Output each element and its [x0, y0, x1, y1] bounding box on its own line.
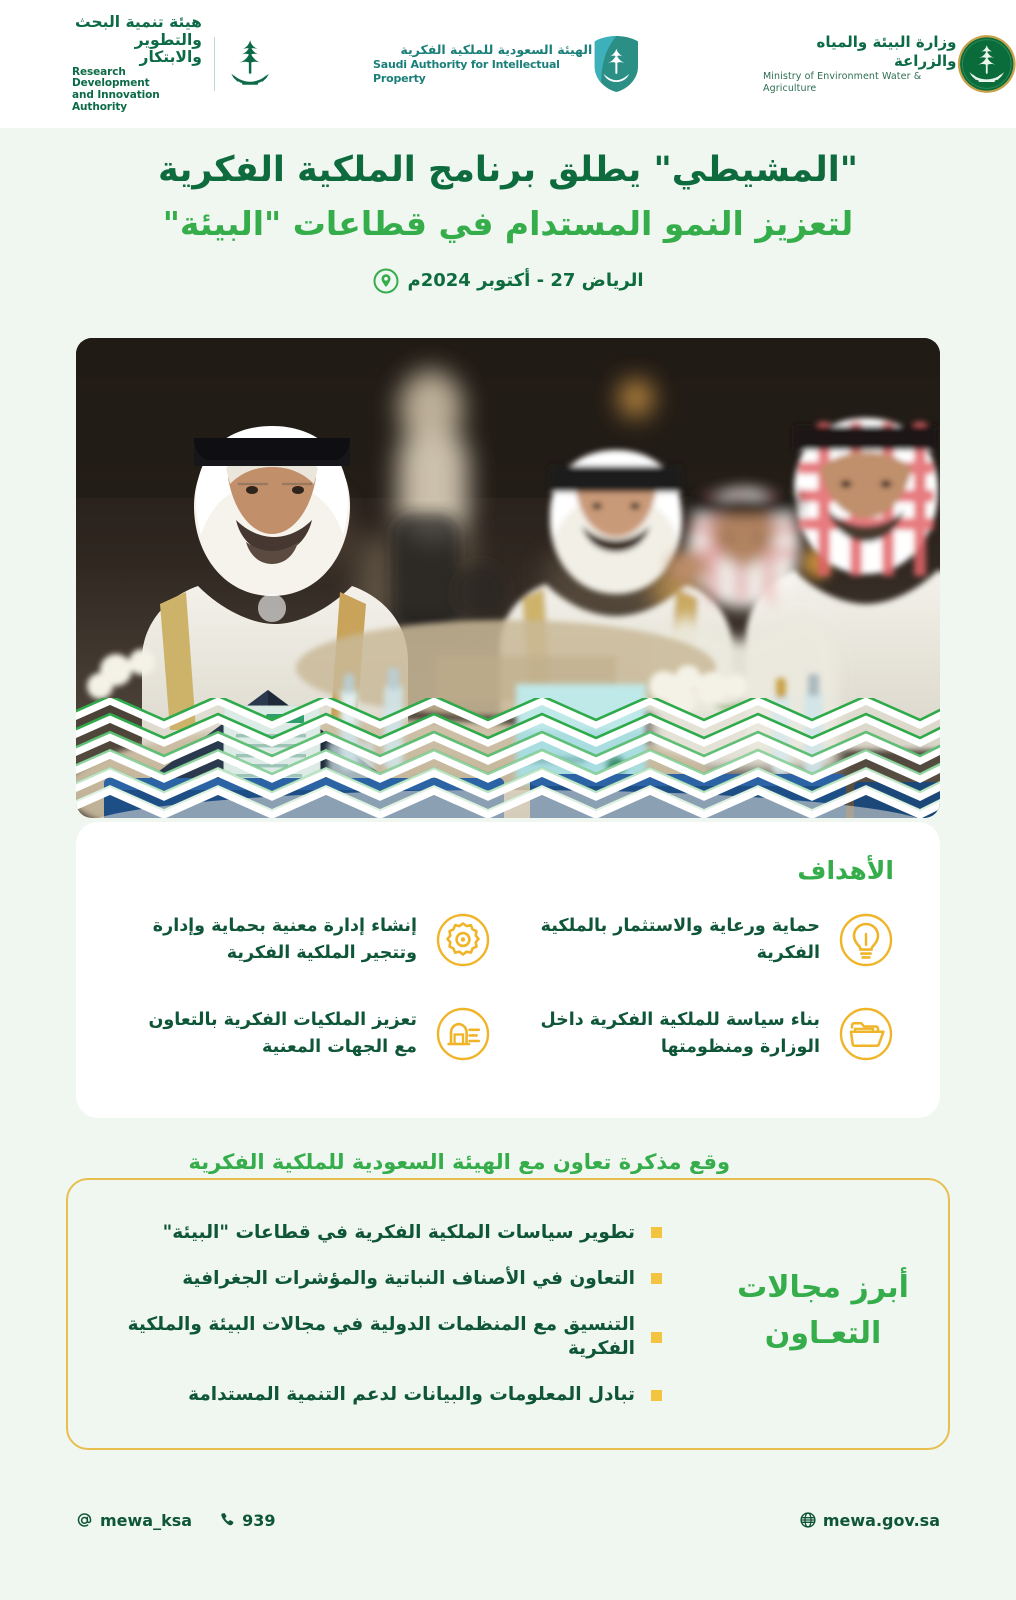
- event-meta-text: الرياض 27 - أكتوبر 2024م: [407, 270, 644, 292]
- logo-saip-english: Saudi Authority for Intellectual Property: [373, 58, 560, 85]
- location-pin-icon: [373, 268, 399, 294]
- objectives-grid: [110, 904, 906, 1070]
- chevron-wave-pattern-icon: [76, 698, 940, 818]
- mewa-seal-icon: [957, 31, 1016, 97]
- footer: [76, 1506, 940, 1534]
- logo-mewa-text: [751, 33, 957, 94]
- phone-icon: [220, 1512, 235, 1528]
- website-text: mewa.gov.sa: [822, 1510, 940, 1530]
- logo-mewa: [751, 31, 1016, 97]
- event-photo: [76, 338, 940, 818]
- headline-block: [60, 145, 956, 294]
- saip-shield-icon: [592, 31, 641, 97]
- phone-number-text: 939: [242, 1510, 276, 1530]
- objective-item-2: [110, 904, 503, 976]
- objective-item-1: [513, 904, 906, 976]
- headline-line-1: "المشيطي" يطلق برنامج الملكية الفكرية: [158, 150, 858, 190]
- bullet-square-icon: [651, 1390, 662, 1401]
- list-item: [88, 1267, 662, 1291]
- at-icon: [76, 1512, 93, 1529]
- objective-item-4: [110, 998, 503, 1070]
- social-handle-text: mewa_ksa: [100, 1510, 193, 1530]
- objectives-card: [76, 822, 940, 1118]
- logo-rdia-english-line2: and Innovation Authority: [72, 89, 160, 113]
- list-item: [88, 1313, 662, 1361]
- objective-item-3: [513, 998, 906, 1070]
- bullet-square-icon: [651, 1332, 662, 1343]
- objectives-title: الأهداف: [797, 856, 894, 885]
- logo-rdia-arabic-line1: هيئة تنمية البحث: [75, 13, 202, 32]
- handshake-stamp-icon: [435, 1006, 491, 1062]
- cooperation-label-line-2: التعـاون: [764, 1316, 882, 1351]
- cooperation-item-text-4: تبادل المعلومات والبيانات لدعم التنمية المستدامة: [188, 1384, 635, 1406]
- cooperation-label: [698, 1180, 948, 1448]
- bullet-square-icon: [651, 1227, 662, 1238]
- logo-rdia: [60, 14, 273, 113]
- logo-saip-arabic: الهيئة السعودية للملكية الفكرية: [400, 42, 593, 58]
- event-meta: [60, 268, 956, 294]
- lightbulb-icon: [838, 912, 894, 968]
- cooperation-label-line-1: أبرز مجالات: [737, 1269, 909, 1305]
- objective-text-2: إنشاء إدارة معنية بحماية وإدارة وتتجير الملكية الفكرية: [152, 915, 417, 963]
- cooperation-item-text-2: التعاون في الأصناف النباتية والمؤشرات الجغرافية: [182, 1267, 635, 1289]
- headline-line-2: لتعزيز النمو المستدام في قطاعات "البيئة": [162, 203, 854, 243]
- social-handle[interactable]: [76, 1511, 192, 1530]
- cooperation-item-text-3: التنسيق مع المنظمات الدولية في مجالات البيئة والملكية الفكرية: [127, 1313, 635, 1360]
- logo-mewa-english: Ministry of Environment Water & Agriculture: [763, 70, 922, 94]
- logo-divider: [214, 37, 215, 91]
- gear-icon: [435, 912, 491, 968]
- cooperation-box: [66, 1178, 950, 1450]
- logo-saip-text: [363, 42, 592, 85]
- website-link[interactable]: [800, 1511, 940, 1530]
- phone-number[interactable]: [220, 1511, 275, 1530]
- palm-and-swords-emblem-icon: [227, 33, 273, 95]
- logo-rdia-text: [60, 14, 202, 113]
- logo-rdia-arabic-line2: والتطوير والابتكار: [134, 30, 202, 67]
- cooperation-list: [68, 1180, 698, 1448]
- objective-text-4: تعزيز الملكيات الفكرية بالتعاون مع الجهات المعنية: [148, 1009, 417, 1057]
- logo-mewa-arabic: وزارة البيئة والمياه والزراعة: [816, 33, 957, 71]
- cooperation-section-title: وقع مذكرة تعاون مع الهيئة السعودية للملكية الفكرية: [175, 1150, 745, 1174]
- folder-icon: [838, 1006, 894, 1062]
- list-item: [88, 1221, 662, 1245]
- logo-rdia-english-line1: Research Development: [72, 65, 150, 90]
- logo-saip: [363, 31, 641, 97]
- globe-icon: [800, 1512, 816, 1528]
- logo-bar: [0, 0, 1016, 128]
- bullet-square-icon: [651, 1273, 662, 1284]
- objective-text-1: حماية ورعاية والاستثمار بالملكية الفكرية: [540, 915, 820, 963]
- list-item: [88, 1383, 662, 1407]
- cooperation-item-text-1: تطوير سياسات الملكية الفكرية في قطاعات "البيئة": [162, 1221, 635, 1243]
- objective-text-3: بناء سياسة للملكية الفكرية داخل الوزارة ومنظومتها: [540, 1009, 820, 1057]
